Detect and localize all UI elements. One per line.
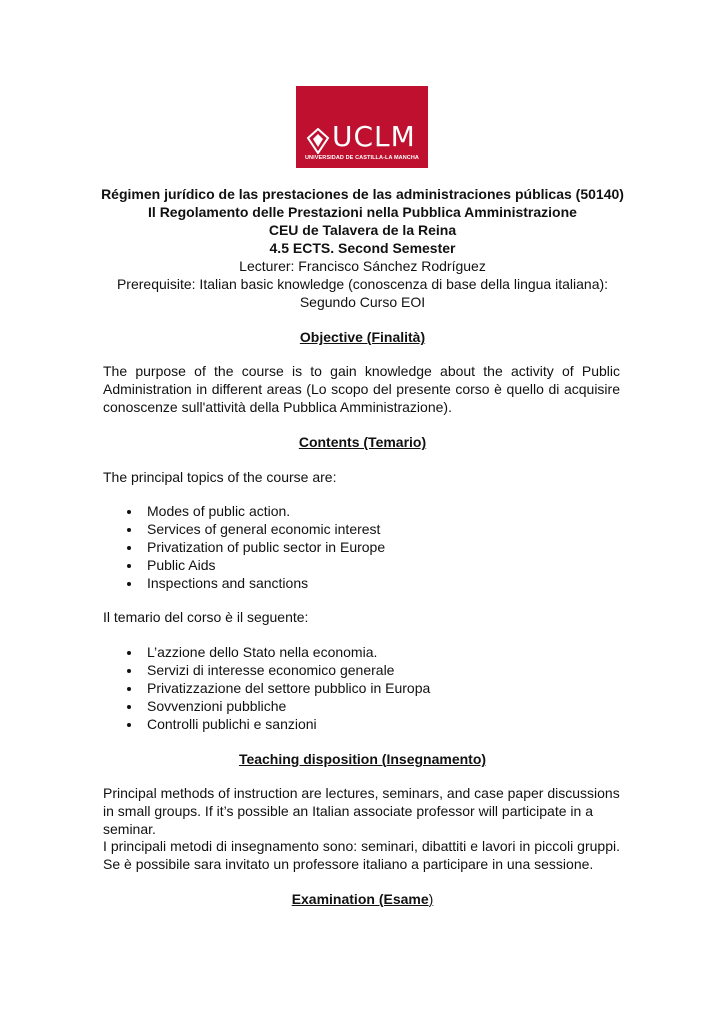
list-item: Privatizzazione del settore pubblico in Europa (103, 679, 603, 697)
teaching-title (0, 750, 725, 768)
course-prerequisite: Prerequisite: Italian basic knowledge (conoscenza di base della lingua italiana): (116, 276, 609, 292)
course-credits: 4.5 ECTS. Second Semester (269, 240, 456, 256)
list-item: Public Aids (103, 556, 603, 574)
list-item: Sovvenzioni pubbliche (103, 697, 603, 715)
list-item: Privatization of public sector in Europe (103, 538, 603, 556)
contents-intro-en: The principal topics of the course are: (103, 469, 337, 485)
course-title-es: Régimen jurídico de las prestaciones de las administraciones públicas (50140) (101, 186, 624, 202)
topics-list-it (103, 643, 603, 733)
list-item: Inspections and sanctions (103, 574, 603, 592)
examination-title (0, 890, 725, 908)
topics-list-en (103, 502, 603, 592)
list-item: L’azzione dello Stato nella economia. (103, 643, 603, 661)
contents-title: Contents (Temario) (298, 434, 427, 450)
examination-title-part2: ) (428, 891, 434, 907)
list-item: Modes of public action. (103, 502, 603, 520)
teaching-title-part2: Insegnamento) (386, 751, 487, 767)
logo-wordmark: UCLM (332, 120, 416, 153)
course-lecturer: Lecturer: Francisco Sánchez Rodríguez (239, 258, 486, 274)
contents-intro-it: Il temario del corso è il seguente: (103, 609, 309, 625)
course-title-it: Il Regolamento delle Prestazioni nella Pubblica Amministrazione (148, 204, 577, 220)
course-header (0, 185, 725, 311)
teaching-text-it: I principali metodi di insegnamento sono: seminari, dibattiti e lavori in piccoli gruppi. Se è possibile sara invitato un professore italiano a participare in una sessione. (103, 838, 620, 872)
course-centre: CEU de Talavera de la Reina (268, 222, 457, 238)
objective-title: Objective (Finalità) (299, 329, 426, 345)
list-item: Controlli publichi e sanzioni (103, 715, 603, 733)
teaching-text-en: Principal methods of instruction are lectures, seminars, and case paper discussions in small groups. If it’s possible an Italian associate professor will participate in a seminar. (103, 785, 620, 837)
examination-title-part1: Examination (Esame (291, 891, 429, 907)
list-item: Servizi di interesse economico generale (103, 661, 603, 679)
uclm-logo (296, 86, 428, 168)
list-item: Services of general economic interest (103, 520, 603, 538)
course-prerequisite-level: Segundo Curso EOI (299, 294, 426, 310)
logo-subtitle: UNIVERSIDAD DE CASTILLA-LA MANCHA (304, 155, 419, 161)
teaching-title-part1: Teaching disposition ( (238, 751, 387, 767)
objective-text: The purpose of the course is to gain knowledge about the activity of Public Administration in different areas (Lo scopo del presente corso è quello di acquisire conoscenze sull'attività della Pubblica Amministrazione). (103, 363, 620, 415)
uclm-emblem-icon (306, 128, 330, 154)
